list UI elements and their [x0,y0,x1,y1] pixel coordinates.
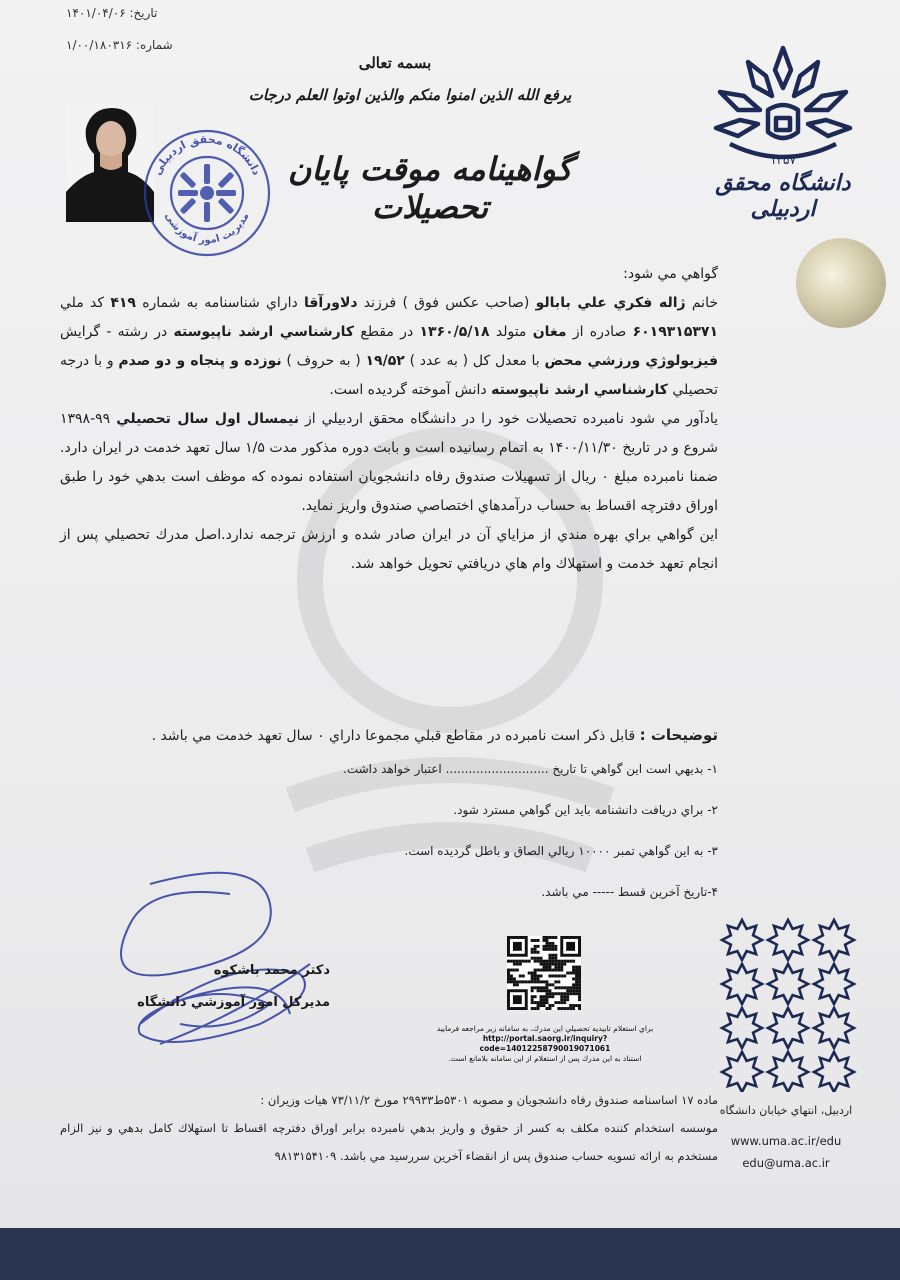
national-code: ۶۰۱۹۳۱۵۳۷۱ [632,324,719,340]
official-stamp [140,126,274,260]
footer-line: موسسه استخدام كننده مكلف به كسر از حقوق و واريز بدهي نامبرده برابر اوراق دفترچه اقساط تا استهلاك كامل بدهي و نيز الزام مستخدم به ارائه تسويه حساب صندوق پس از انقضاء آخرين سررسيد مي باشد. ۹۸۱۳۱۵۴۱۰۹ [60,1121,718,1163]
note-item: ۲- براي دريافت دانشنامه بايد اين گواهي مسترد شود. [453,803,718,817]
degree-grade: کارشناسي ارشد ناپيوسته [491,382,668,398]
text-segment: خانم [685,295,718,311]
text-segment: دانش آموخته گرديده است. [329,382,492,398]
pattern-star [768,964,808,1004]
basmala: بسمه تعالی [358,54,432,72]
text-segment: يادآور مي شود نامبرده تحصيلات خود را در دانشگاه محقق اردبیلي از [299,411,719,427]
father-name: دلاورآقا [303,295,358,311]
bottom-band [0,1228,900,1280]
intro-line: گواهي مي شود: [623,266,718,282]
text-segment: صادره از [566,324,633,340]
pattern-star [814,1008,854,1048]
hologram-seal [796,238,886,328]
signatory-role: مديركل امور آموزشي دانشگاه [137,995,330,1010]
pattern-star [768,920,808,960]
logo-year: ۱۳۵۷ [770,153,796,167]
issue-place: مغان [532,324,567,340]
validity-paragraph: اين گواهي براي بهره مندي از مزاياي آن در ايران صادر شده و ارزش ترجمه ندارد.اصل مدرك تحصيلي پس از انجام تعهد خدمت و استهلاك وام هاي دريافتي تحويل خواهد شد. [60,527,718,572]
pattern-star [722,964,762,1004]
footer-line: ماده ۱۷ اساسنامه صندوق رفاه دانشجويان و مصوبه ۵۳۰۱ط۲۹۹۳۳ مورخ ۷۳/۱۱/۲ هيات وزيران : [260,1093,718,1107]
qr-caption [420,1024,670,1064]
text-segment: در مقطع [354,324,420,340]
notes-heading [60,722,718,749]
text-segment: ۹۹-۱۳۹۸ شروع و در تاريخ ۱۴۰۰/۱۱/۳۰ به اتمام رسانيده است و بابت دوره مذكور مدت ۱/۵ سال تعهد خدمت در ايران دارد. ضمنا نامبرده مبلغ ۰ ريال از تسهيلات صندوق رفاه دانشجويان استفاده نموده كه موظف است بدهي خود را طبق اوراق دفترچه اقساط به حساب درآمدهاي اختصاصي صندوق واريز نمايد. [60,411,719,514]
text-segment: در رشته - گرايش [60,324,174,340]
pattern-star [722,1008,762,1048]
text-segment: داراي شناسنامه به شماره [135,295,304,311]
gpa-number: ۱۹/۵۲ [365,353,405,369]
pattern-star [814,964,854,1004]
notes-lead: قابل ذكر است نامبرده در مقاطع قبلي مجموعا داراي ۰ سال تعهد خدمت مي باشد . [151,728,640,744]
student-details-paragraph [60,289,718,405]
pattern-star [814,1052,854,1092]
text-segment: کد ملي [60,295,111,311]
geometric-pattern-icon [718,916,858,1092]
certificate-body [60,260,718,579]
text-segment: متولد [489,324,533,340]
student-name: ژاله فکري علي بابالو [535,295,686,311]
stamp-outer-text: دانشگاه محقق اردبیلی [150,132,264,178]
qr-inquiry-url: http://portal.saorg.ir/inquiry?code=14012258790019071061 [479,1034,611,1053]
study-period-paragraph [60,405,718,521]
text-segment: با معدل كل ( به عدد ) [404,353,545,369]
address-text: اردبيل، انتهاي خيابان دانشگاه [719,1104,853,1117]
pattern-star [814,920,854,960]
pattern-star [722,920,762,960]
email-text: edu@uma.ac.ir [742,1156,830,1170]
quran-verse: يرفع الله الذين امنوا منكم والذين اوتوا العلم درجات [248,86,572,104]
website-text: www.uma.ac.ir/edu [730,1134,842,1148]
qr-code-icon [507,936,581,1010]
id-number: ۴۱۹ [110,295,136,311]
note-item: ۴-تاريخ آخرين قسط ----- مي باشد. [541,885,718,899]
pattern-star [768,1052,808,1092]
qr-caption-line: براي استعلام تاييديه تحصيلي اين مدرك، به سامانه زير مراجعه فرماييد [436,1024,654,1033]
notes-label: توضيحات : [639,726,718,744]
text-segment: ( به حروف ) [281,353,366,369]
number-line: شماره: ۱/۰۰/۱۸۰۳۱۶ [66,38,173,52]
signatory-name: دکتر محمد باشکوه [213,963,330,978]
footer-legal-text [60,1086,718,1170]
date-line: تاريخ: ۱۴۰۱/۰۴/۰۶ [66,6,158,20]
text-segment: (صاحب عكس فوق ) فرزند [357,295,536,311]
stamp-inner-text: مدیریت امور آموزشی [162,211,252,247]
qr-caption-line: استناد به اين مدرك پس از استعلام از اين سامانه بلامانع است. [448,1054,642,1063]
pattern-star [722,1052,762,1092]
note-item: ۱- بديهي است اين گواهي تا تاريخ ........................... اعتبار خواهد داشت. [343,762,718,776]
university-name: دانشگاه محقق اردبیلی [715,170,851,222]
field-of-study: فيزيولوژي ورزشي محض [544,353,718,369]
note-item: ۳- به اين گواهي تمبر ۱۰۰۰۰ ريالي الصاق و باطل گرديده است. [404,844,718,858]
degree-level: کارشناسي ارشد ناپيوسته [173,324,355,340]
start-term: نيمسال اول سال تحصيلي [116,411,300,427]
gpa-words: نوزده و پنجاه و دو صدم [118,353,282,369]
birth-date: ۱۳۶۰/۵/۱۸ [419,324,490,340]
page-title: گواهینامه موقت پایان تحصیلات [287,150,573,226]
contact-block [712,1100,860,1174]
pattern-star [768,1008,808,1048]
text-segment: و با درجه تحصيلي [60,353,718,398]
signatory-block [130,955,330,1019]
